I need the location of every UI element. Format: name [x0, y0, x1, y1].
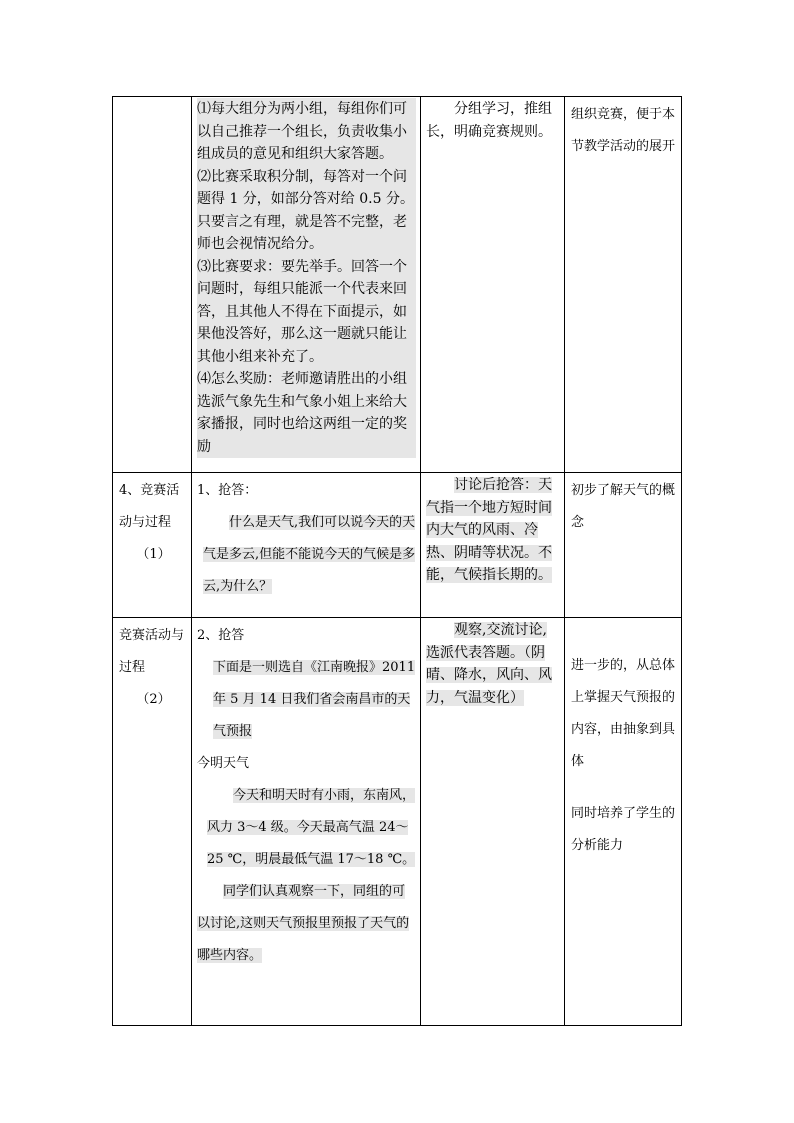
purpose-cell: [565, 618, 682, 1026]
purpose-cell: [565, 473, 682, 618]
stage-cell: [113, 97, 192, 473]
purpose-text-2: 同时培养了学生的分析能力: [571, 806, 676, 853]
stage-number: （2）: [136, 692, 171, 707]
stage-cell: [113, 618, 192, 1026]
stage-label: 4、竞赛活动与过程: [119, 483, 180, 530]
student-activity-text: 讨论后抢答：天气指一个地方短时间内大气的风雨、冷热、阴晴等状况。不能，气候指长期的。: [426, 477, 552, 583]
rule-paragraph: ⑶比赛要求：要先举手。回答一个问题时，每组只能派一个代表来回答，且其他人不得在下面提示，如果他没答好，那么这一题就只能让其他小组来补充了。: [197, 256, 416, 369]
activity-heading: 1、抢答：: [197, 483, 258, 498]
task-text: 同学们认真观察一下，同组的可以讨论,这则天气预报里预报了天气的哪些内容。: [197, 884, 410, 963]
purpose-text: 初步了解天气的概念: [571, 483, 676, 530]
student-activity-text: 分组学习，推组长，明确竞赛规则。: [426, 101, 552, 140]
forecast-intro: 下面是一则选自《江南晚报》2011 年 5 月 14 日我们省会南昌市的天气预报: [213, 660, 416, 739]
forecast-subtitle: 今明天气: [197, 756, 250, 771]
purpose-text: 组织竞赛，便于本节教学活动的展开: [571, 107, 676, 154]
stage-cell: [113, 473, 192, 618]
student-cell: [421, 97, 565, 473]
activity-cell: [192, 473, 421, 618]
table-row: [113, 97, 682, 473]
student-cell: [421, 618, 565, 1026]
activity-cell: [192, 97, 421, 473]
purpose-text: 进一步的，从总体上掌握天气预报的内容，由抽象到具体: [571, 658, 676, 769]
activity-cell: [192, 618, 421, 1026]
stage-number: （1）: [136, 547, 171, 562]
forecast-text: 今天和明天时有小雨，东南风，风力 3～4 级。今天最高气温 24～25 ℃，明晨最低气温 17～18 ℃。: [207, 788, 416, 867]
rule-paragraph: ⑴每大组分为两小组，每组你们可以自己推荐一个组长，负责收集小组成员的意见和组织大家答题。: [197, 98, 416, 166]
table-row: [113, 473, 682, 618]
stage-label: 竞赛活动与过程: [119, 628, 185, 675]
table-row: [113, 618, 682, 1026]
student-activity-text: 观察,交流讨论,选派代表答题。（阴晴、降水，风向、风力，气温变化）: [426, 622, 552, 706]
rule-paragraph: ⑷怎么奖励：老师邀请胜出的小组选派气象先生和气象小姐上来给大家播报，同时也给这两组一定的奖励: [197, 368, 416, 458]
lesson-plan-table: [112, 96, 682, 1026]
activity-heading: 2、抢答: [197, 628, 245, 643]
rule-paragraph: ⑵比赛采取积分制，每答对一个问题得 1 分，如部分答对给 0.5 分。只要言之有理，就是答不完整，老师也会视情况给分。: [197, 166, 416, 256]
question-text: 什么是天气,我们可以说今天的天气是多云,但能不能说今天的气候是多云,为什么？: [203, 515, 416, 594]
student-cell: [421, 473, 565, 618]
purpose-cell: [565, 97, 682, 473]
